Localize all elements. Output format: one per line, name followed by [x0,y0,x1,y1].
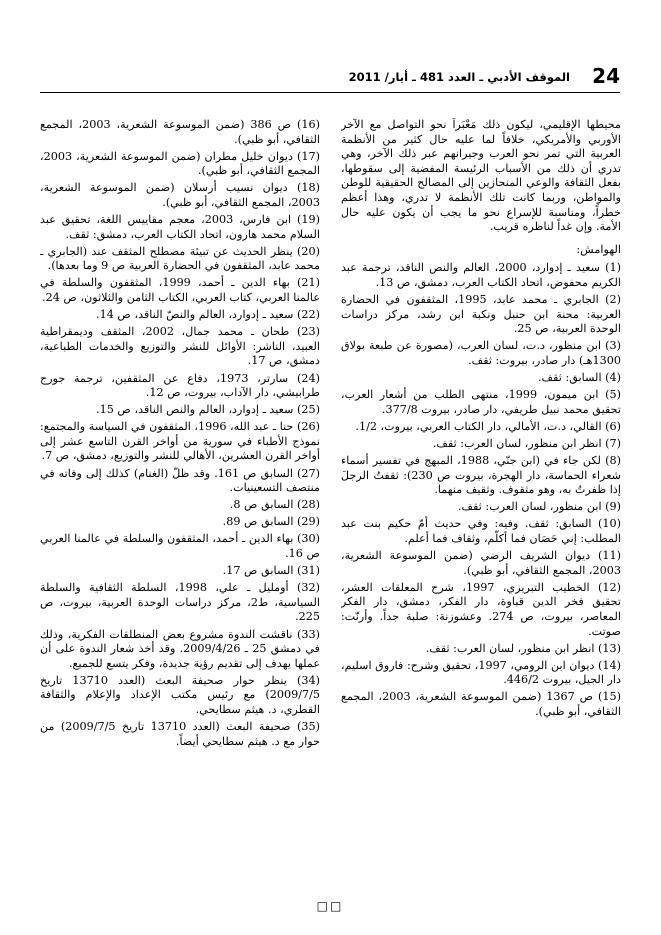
footnote-item: (26) حنا ـ عبد الله، 1996، المثقفون في السياسة والمجتمع: نموذج الأطباء في سورية من أواخر القرن التاسع عشر إلى أواخر القرن العشرين، الأهالي للنشر والتوزيع، دمشق، ص 7. [40,420,320,463]
footnote-item: (35) صحيفة البعث (العدد 13710 تاريخ 2009/7/5) من حوار مع د. هيثم سطايحي أيضاً. [40,720,320,748]
footnote-item: (12) الخطيب التبريزي، 1997، شرح المعلقات العشر، تحقيق فخر الدين قباوة، دار الفكر، دمشق، دار الفكر المعاصر، بيروت، ص 274. وعشوزنة: صلبة جداً. وأرنّت: صوتت. [341,580,621,638]
footnote-item: (4) السابق: ثقف. [537,371,621,384]
footnote-item: (34) ينظر حوار صحيفة البعث (العدد 13710 تاريخ 2009/7/5) مع رئيس مكتب الإعداد والإعلام والثقافة القطري، د. هيثم سطايحي. [40,673,320,716]
footnote-item: (23) طحان ـ محمد جمال، 2002، المثقف وديمقراطية العبيد، الناشر: الأوائل للنشر والتوزيع والخدمات الطباعية، دمشق، ص 17. [40,325,320,368]
footnote-item: (29) السابق ص 89. [222,515,320,529]
footnote-item: (30) بهاء الدين ـ أحمد، المثقفون والسلطة في عالمنا العربي ص 16. [40,532,320,561]
footnote-item: (6) القالي، د.ت، الأمالي، دار الكتاب العربي، بيروت، 1/2. [355,419,621,433]
running-title: الموقف الأدبي ـ العدد 481 ـ أيار/ 2011 [348,70,570,84]
footnote-item: (17) ديوان خليل مطران (ضمن الموسوعة الشعرية، 2003، المجمع الثقافي، أبو ظبي). [40,149,320,178]
footnote-list-left [40,118,320,749]
footnote-item: (32) أومليل ـ علي، 1998، السلطة الثقافية والسلطة السياسية، ط2، مركز دراسات الوحدة العربية، بيروت، ص 225. [40,581,320,624]
page-header [40,64,620,93]
footnote-item: (3) ابن منظور، د.ت، لسان العرب، (مصورة عن طبعة بولاق 1300هـ) دار صادر، بيروت: ثقف. [341,339,621,367]
closing-paragraph: محيطها الإقليمي، ليكون ذلك مَعْبَراً نحو التواصل مع الآخر الأوربي والأمريكي، خلافاً لما عليه حال كثير من الأنظمة العربية التي تمر نحو العرب وجيرانهم عبر ذلك الآخر، وهي تدري أن ذلك من الأسباب الرئيسة المفضية إلى سقوطها، بفعل الثقافة والوعي المنحازين إلى المصالح الحقيقية للوطن والمواطن، وربما كانت تلك الأنظمة لا تدري، وهذا أعظم خطراً، ومناسبة للإسراع نحو ما يجب أن يكون عليه حال الأمة. وإن غداً لناظره قريب. [341,118,621,234]
footnotes-heading: الهوامش: [576,242,621,256]
footnote-item: (16) ص 386 (ضمن الموسوعة الشعرية، 2003، المجمع الثقافي، أبو ظبي). [40,118,320,146]
footnote-item: (28) السابق ص 8. [229,498,320,512]
footnote-item: (24) سارتر، 1973، دفاع عن المثقفين، ترجمة جورج طرابيشي، دار الآداب، بيروت، ص 12. [40,371,320,400]
footnote-item: (22) سعيد ـ إدوارد، العالم والنصّ الناقد، ص 14. [96,308,320,322]
right-column [341,118,621,908]
footnote-item: (31) السابق ص 17. [222,564,320,578]
footnote-item: (20) ينظر الحديث عن تبيئة مصطلح المثقف عند (الجابري ـ محمد عابد، المثقفون في الحضارة العربية ص 9 وما بعدها). [40,244,320,273]
footnote-item: (15) ص 1367 (ضمن الموسوعة الشعرية، 2003، المجمع الثقافي، أبو ظبي). [341,690,621,718]
footnote-item: (14) ديوان ابن الرومي، 1997، تحقيق وشرح: فاروق اسليم، دار الجيل، بيروت 446/2. [341,658,621,687]
footnote-item: (18) ديوان نسيب أرسلان (ضمن الموسوعة الشعرية، 2003، المجمع الثقافي، أبو ظبي). [40,181,320,209]
footnote-item: (7) انظر ابن منظور، لسان العرب: ثقف. [432,436,621,450]
footnote-list-right [341,261,621,719]
left-column [40,118,320,908]
footnote-item: (9) ابن منظور، لسان العرب: ثقف. [457,500,621,514]
footnote-item: (25) سعيد ـ إدوارد، العالم والنص الناقد، ص 15. [96,403,320,417]
footnote-item: (13) انظر ابن منظور، لسان العرب: ثقف. [425,641,621,655]
footnote-item: (19) ابن فارس، 2003، معجم مقاييس اللغة، تحقيق عبد السلام محمد هارون، اتحاد الكتاب العرب، دمشق: ثقف. [40,213,320,241]
footnote-item: (8) لكن جاء في (ابن جنّي، 1988، المبهج في تفسير أسماء شعراء الحماسة، دار الهجرة، بيروت ص 230): ثقفتُ الرجلَ إذا ظفرتُ به، وهو مثقوف. وثقيف منهما. [341,453,621,497]
footnote-item: (11) ديوان الشريف الرضي (ضمن الموسوعة الشعرية، 2003، المجمع الثقافي، أبو ظبي). [341,549,621,577]
footnote-item: (1) سعيد ـ إدوارد، 2000، العالم والنص الناقد، ترجمة عبد الكريم محفوض، اتحاد الكتاب العرب، دمشق، ص 13. [341,261,621,289]
footnote-item: (27) السابق ص 161. وقد ظلّ (الغنام) كذلك إلى وفاته في منتصف التسعينيات. [40,466,320,495]
footnote-item: (33) ناقشت الندوة مشروع بعض المنطلقات الفكرية، وذلك في دمشق 25 ـ 2009/4/26. وقد أخذ شعار الندوة على أن عملها يهدف إلى تقديم رؤية جديدة، وفكر يتسع للجميع. [40,627,320,670]
footnote-item: (21) بهاء الدين ـ أحمد، 1999، المثقفون والسلطة في عالمنا العربي، كتاب العربي، الكتاب الثامن والثلاثون، ص 24. [40,276,320,305]
footnote-item: (10) السابق: ثقف. وفيه: وفي حديث أمّ حكيم بنت عبد المطلب: إني حَصَان فما أكلّم، وثقاف فما أعلم. [341,517,621,545]
footnote-item: (2) الجابري ـ محمد عابد، 1995، المثقفون في الحضارة العربية: محنة ابن حنبل ونكبة ابن رشد، مركز دراسات الوحدة العربية، ص 25. [341,293,621,336]
footnote-item: (5) ابن ميمون، 1999، منتهى الطلب من أشعار العرب، تحقيق محمد نبيل طريفي، دار صادر، بيروت 377/8. [341,388,621,416]
page-number: 24 [592,64,620,88]
end-mark: □□ [316,899,344,913]
